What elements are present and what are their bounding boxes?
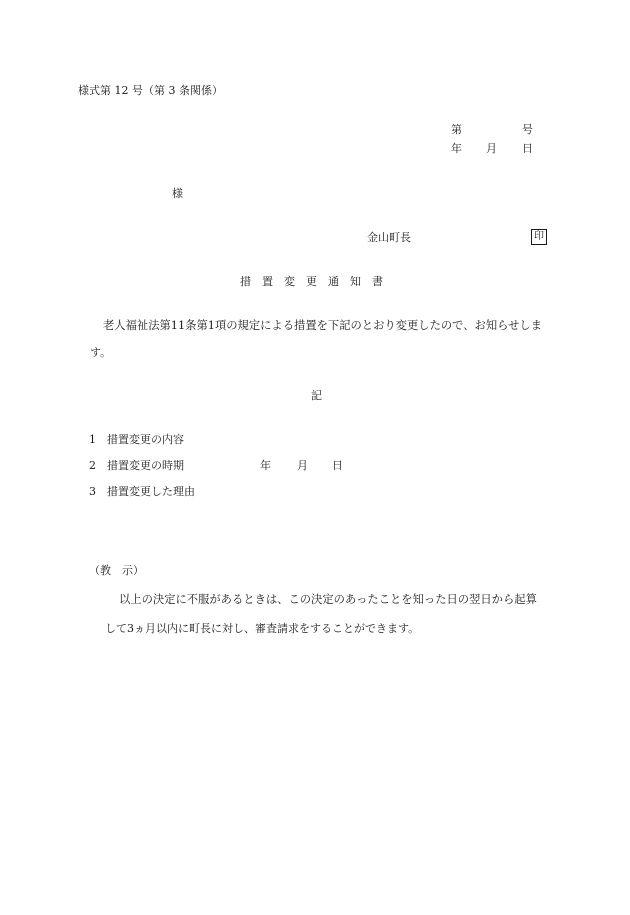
item-label: 措置変更した理由	[107, 485, 195, 498]
title-char: 措	[240, 275, 251, 288]
item2-date-day: 日	[332, 459, 343, 472]
body-line-2: す。	[90, 346, 112, 359]
doc-number-dai: 第	[451, 123, 462, 136]
doc-number-go: 号	[522, 123, 533, 136]
item-label: 措置変更の内容	[107, 433, 184, 446]
title-char: 通	[328, 275, 339, 288]
date-month: 月	[486, 142, 497, 155]
item-number: 3	[89, 485, 96, 498]
item-number: 1	[89, 433, 96, 446]
form-number: 様式第 12 号（第 3 条関係）	[78, 84, 223, 97]
date-day: 日	[522, 142, 533, 155]
instruction-line-1: 以上の決定に不服があるときは、この決定のあったことを知った日の翌日から起算	[119, 593, 537, 606]
seal-mark	[531, 229, 547, 245]
issuer-title: 金山町長	[367, 231, 411, 244]
date-year: 年	[451, 142, 462, 155]
item-label: 措置変更の時期	[107, 459, 184, 472]
ki-mark: 記	[311, 389, 322, 402]
title-char: 置	[262, 275, 273, 288]
body-line-1: 老人福祉法第11条第1項の規定による措置を下記のとおり変更したので、お知らせしま	[103, 319, 542, 332]
seal-label: 印	[531, 229, 547, 245]
item2-date-year: 年	[260, 459, 271, 472]
document-title	[240, 275, 394, 289]
title-char: 書	[372, 275, 383, 288]
title-char: 更	[306, 275, 317, 288]
instruction-heading: （教 示）	[89, 564, 144, 577]
title-char: 変	[284, 275, 295, 288]
item2-date-month: 月	[297, 459, 308, 472]
title-char: 知	[350, 275, 361, 288]
item-number: 2	[89, 459, 96, 472]
addressee-sama: 様	[172, 187, 183, 200]
instruction-line-2: して3ヵ月以内に町長に対し、審査請求をすることができます。	[105, 622, 420, 635]
